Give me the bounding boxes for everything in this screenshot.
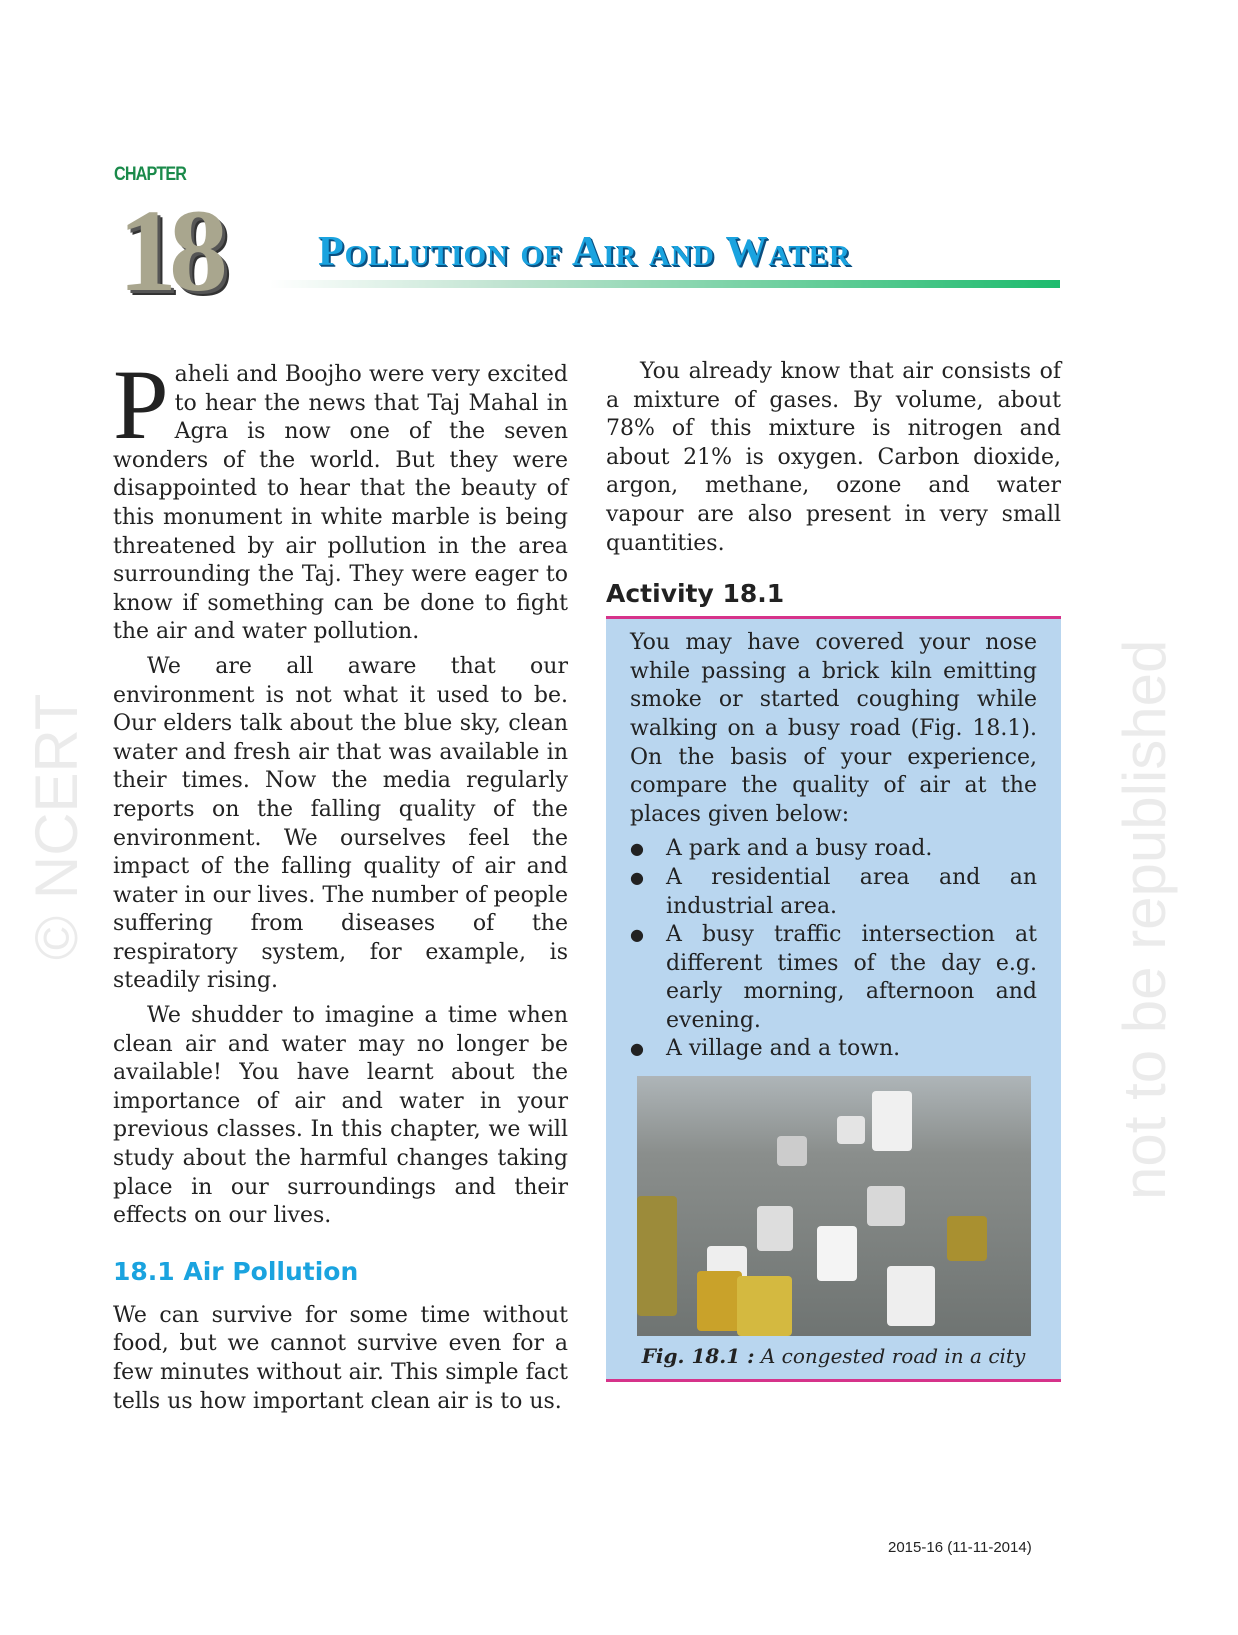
chapter-title: Pollution of Air and Water — [318, 229, 851, 275]
figure-label: Fig. 18.1 : — [641, 1344, 755, 1369]
chapter-label: CHAPTER — [114, 164, 187, 185]
figure-caption — [630, 1342, 1037, 1371]
activity-text: You may have covered your nose while passing a brick kiln emitting smoke or started coughing while walking on a busy road (Fig. 18.1). On the basis of your experience, compare the quality of air at the places given below: — [630, 630, 1037, 827]
activity-list — [630, 835, 1037, 1064]
figure-caption-text: A congested road in a city — [760, 1344, 1026, 1369]
paragraph: We shudder to imagine a time when clean air and water may no longer be available! You have learnt about the importance of air and water in your previous classes. In this chapter, we will study about the harmful changes taking place in our surroundings and their effects on our lives. — [113, 1003, 568, 1229]
title-rule — [270, 280, 1060, 288]
watermark-republish: not to be republished — [1111, 639, 1178, 1200]
chapter-number: 18 — [118, 185, 220, 316]
figure-photo-traffic — [637, 1076, 1031, 1336]
activity-box — [606, 616, 1061, 1382]
left-column — [113, 349, 568, 1422]
list-item: ● A busy traffic intersection at different times of the day e.g. early morning, afternoon and evening. — [630, 921, 1037, 1035]
paragraph: You already know that air consists of a mixture of gases. By volume, about 78% of this mixture is nitrogen and about 21% is oxygen. Carbon dioxide, argon, methane, ozone and water vapour are also present in very small quantities. — [606, 359, 1061, 556]
list-item: ● A residential area and an industrial area. — [630, 864, 1037, 921]
right-column — [606, 358, 1061, 1382]
watermark-ncert: © NCERT — [23, 693, 90, 960]
list-item: ● A village and a town. — [630, 1035, 1037, 1064]
section-heading: 18.1 Air Pollution — [113, 1256, 359, 1286]
list-item: ● A park and a busy road. — [630, 835, 1037, 864]
page-footer: 2015-16 (11-11-2014) — [888, 1539, 1032, 1556]
paragraph: We are all aware that our environment is not what it used to be. Our elders talk about the blue sky, clean water and fresh air that was available in their times. Now the media regularly reports on the falling quality of the environment. We ourselves feel the impact of the falling quality of air and water in our lives. The number of people suffering from diseases of the respiratory system, for example, is steadily rising. — [113, 653, 568, 994]
paragraph: We can survive for some time without food, but we cannot survive even for a few minutes without air. This simple fact tells us how important clean air is to us. — [113, 1302, 568, 1414]
activity-heading: Activity 18.1 — [606, 579, 785, 609]
drop-cap: P — [113, 349, 169, 460]
paragraph: aheli and Boojho were very excited to hear the news that Taj Mahal in Agra is now one of the seven wonders of the world. But they were disappointed to hear that the beauty of this monument in white marble is being threatened by air pollution in the area surrounding the Taj. They were eager to know if something can be done to fight the air and water pollution. — [113, 362, 568, 645]
